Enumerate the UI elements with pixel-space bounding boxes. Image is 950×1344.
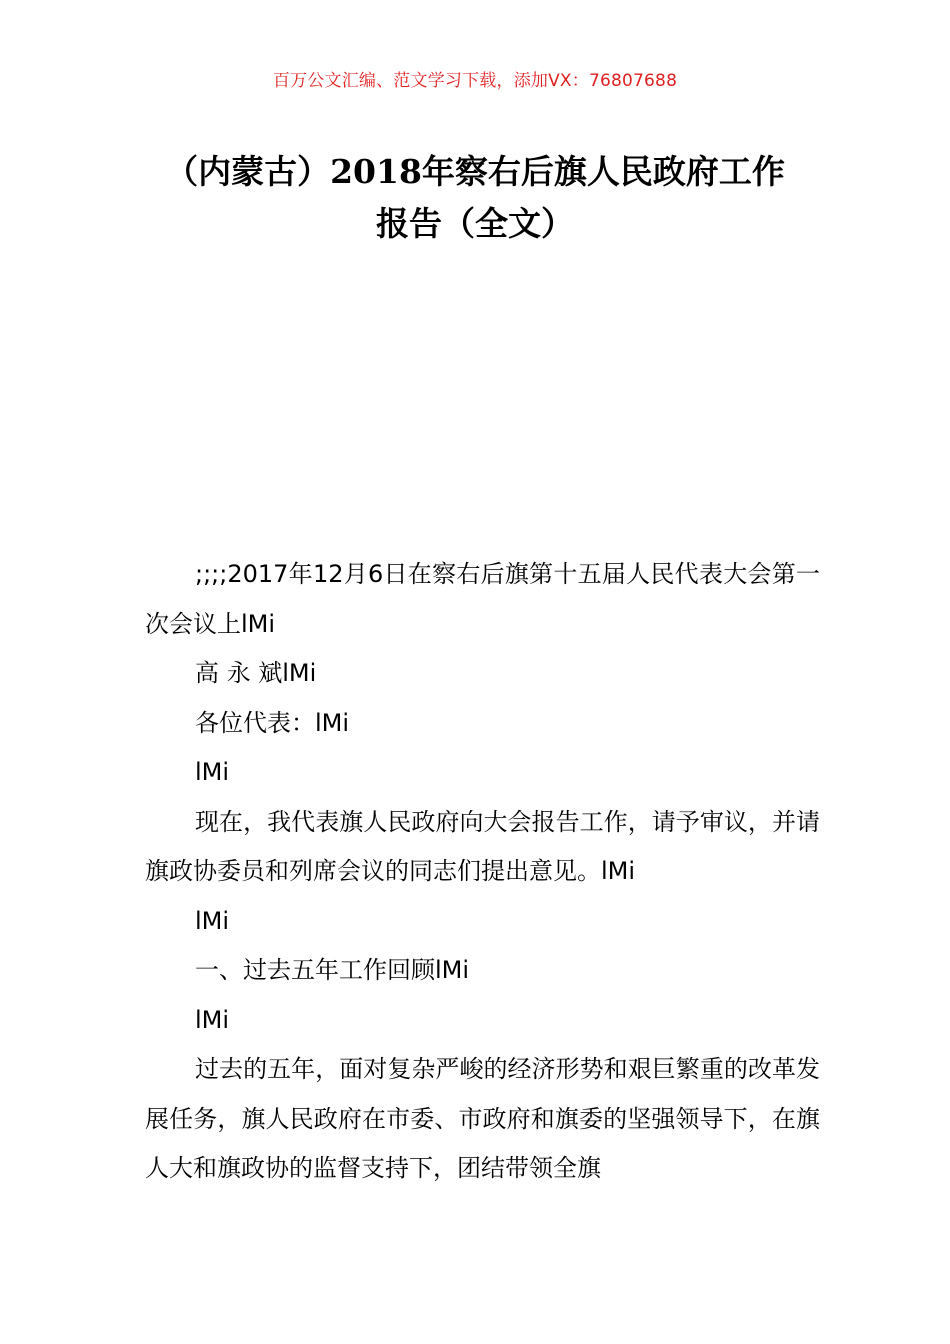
document-body <box>145 550 820 1194</box>
document-title-line-1: （内蒙古）2018年察右后旗人民政府工作 <box>165 152 785 191</box>
paragraph-meeting-info: ;;;;2017年12月6日在察右后旗第十五届人民代表大会第一次会议上lMi <box>145 560 820 638</box>
header-note: 百万公文汇编、范文学习下载，添加VX：76807688 <box>272 71 678 91</box>
document-title <box>120 146 830 250</box>
paragraph-salutation: 各位代表：lMi <box>195 708 350 737</box>
section-heading: 一、过去五年工作回顾lMi <box>195 956 470 984</box>
paragraph-review: 过去的五年，面对复杂严峻的经济形势和艰巨繁重的改革发展任务，旗人民政府在市委、市政府和旗委的坚强领导下，在旗人大和旗政协的监督支持下，团结带领全旗 <box>145 1055 820 1182</box>
paragraph-speaker: 高 永 斌lMi <box>195 659 317 687</box>
paragraph-marker: lMi <box>195 906 230 935</box>
paragraph-intro: 现在，我代表旗人民政府向大会报告工作，请予审议，并请旗政协委员和列席会议的同志们提出意见。lMi <box>145 807 820 885</box>
paragraph-marker: lMi <box>195 758 230 786</box>
paragraph-marker: lMi <box>195 1005 230 1034</box>
document-title-line-2: 报告（全文） <box>376 204 574 243</box>
